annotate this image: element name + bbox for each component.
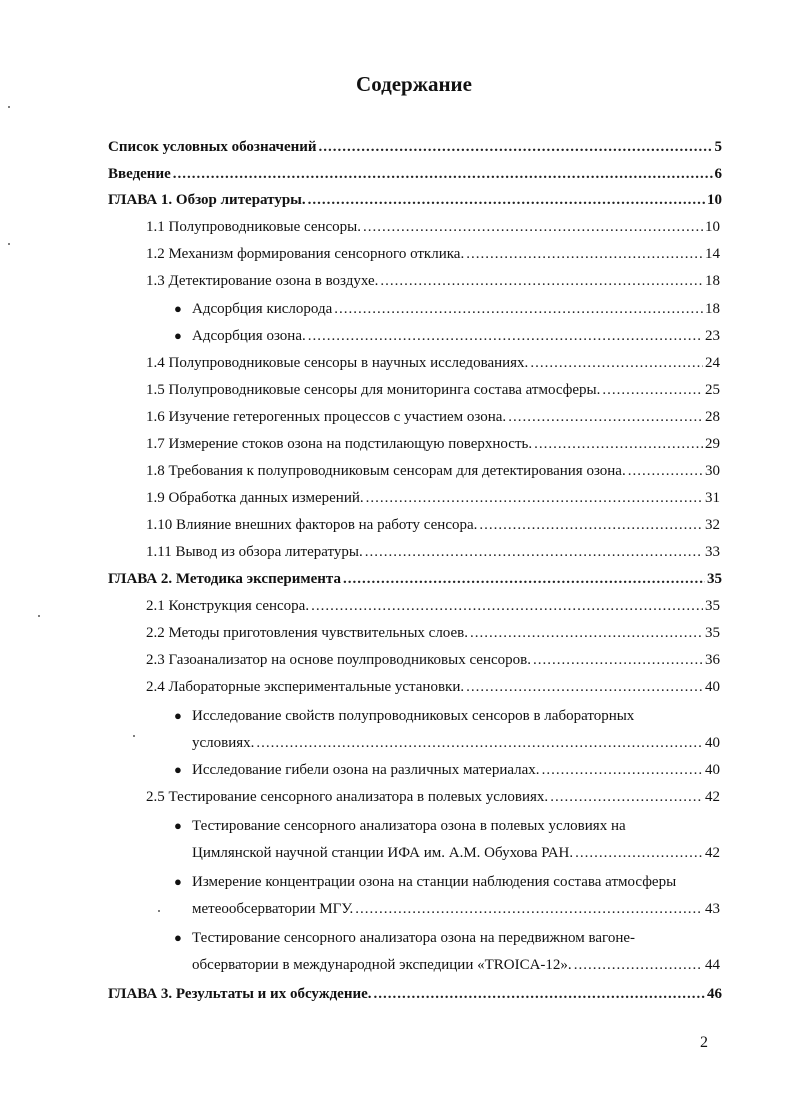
toc-entry-label-line1[interactable]: Тестирование сенсорного анализатора озона на передвижном вагоне- <box>192 930 635 946</box>
toc-entry[interactable] <box>108 137 722 157</box>
toc-entry-label: метеообсерватории МГУ. <box>192 901 354 917</box>
toc-entry-label: 2.2 Методы приготовления чувствительных слоев. <box>146 625 468 641</box>
toc-entry-page: 31 <box>705 490 720 506</box>
toc-entry-label: 1.4 Полупроводниковые сенсоры в научных исследованиях. <box>146 355 529 371</box>
toc-entry[interactable] <box>146 217 720 237</box>
toc-entry-page: 35 <box>707 571 722 587</box>
toc-entry-label: ГЛАВА 3. Результаты и их обсуждение. <box>108 986 372 1002</box>
toc-entry-page: 35 <box>705 625 720 641</box>
toc-entry[interactable] <box>146 244 720 264</box>
toc-entry-label: Список условных обозначений <box>108 139 317 155</box>
toc-entry-label: 1.3 Детектирование озона в воздухе. <box>146 273 379 289</box>
toc-entry-page: 40 <box>705 679 720 695</box>
toc-entry-label: 1.7 Измерение стоков озона на подстилающую поверхность. <box>146 436 533 452</box>
toc-entry-page: 10 <box>707 192 722 208</box>
toc-entry-page: 18 <box>705 301 720 317</box>
toc-entry-page: 18 <box>705 273 720 289</box>
toc-entry-label: 1.8 Требования к полупроводниковым сенсорам для детектирования озона. <box>146 463 626 479</box>
toc-entry[interactable] <box>108 190 722 210</box>
toc-entry-label: 2.4 Лабораторные экспериментальные установки. <box>146 679 465 695</box>
toc-entry[interactable] <box>192 733 720 753</box>
bullet-icon: ● <box>174 328 182 343</box>
toc-entry[interactable] <box>192 843 720 863</box>
toc-entry-label-line1[interactable]: Исследование свойств полупроводниковых сенсоров в лабораторных <box>192 708 635 724</box>
toc-entry-label: 2.1 Конструкция сенсора. <box>146 598 310 614</box>
toc-entry-page: 23 <box>705 328 720 344</box>
toc-entry[interactable] <box>146 650 720 670</box>
toc-entry-label: обсерватории в международной экспедиции «TROICA-12». <box>192 957 572 973</box>
toc-entry-label: Исследование гибели озона на различных материалах. <box>192 762 540 778</box>
toc-entry-page: 33 <box>705 544 720 560</box>
toc-entry-page: 43 <box>705 901 720 917</box>
bullet-icon: ● <box>174 874 182 889</box>
toc-entry[interactable] <box>108 569 722 589</box>
toc-entry[interactable] <box>146 434 720 454</box>
toc-entry[interactable] <box>146 515 720 535</box>
toc-entry[interactable] <box>146 787 720 807</box>
toc-entry-page: 24 <box>705 355 720 371</box>
toc-entry-label: Введение <box>108 166 171 182</box>
scan-speck <box>8 243 10 245</box>
toc-entry[interactable] <box>192 760 720 780</box>
toc-entry-page: 6 <box>714 166 722 182</box>
toc-entry[interactable] <box>146 623 720 643</box>
toc-entry-page: 5 <box>714 139 722 155</box>
toc-entry-label: 1.2 Механизм формирования сенсорного отклика. <box>146 246 465 262</box>
toc-entry[interactable] <box>192 326 720 346</box>
toc-entry[interactable] <box>146 353 720 373</box>
toc-entry-page: 40 <box>705 762 720 778</box>
toc-entry-page: 46 <box>707 986 722 1002</box>
bullet-icon: ● <box>174 762 182 777</box>
toc-entry-page: 28 <box>705 409 720 425</box>
toc-entry[interactable] <box>146 596 720 616</box>
toc-entry-label: 1.11 Вывод из обзора литературы. <box>146 544 363 560</box>
toc-entry-label: 1.6 Изучение гетерогенных процессов с участием озона. <box>146 409 507 425</box>
toc-entry-label: 1.1 Полупроводниковые сенсоры. <box>146 219 361 235</box>
toc-entry-label-line1[interactable]: Измерение концентрации озона на станции наблюдения состава атмосферы <box>192 874 677 890</box>
toc-entry-page: 25 <box>705 382 720 398</box>
toc-entry-page: 32 <box>705 517 720 533</box>
toc-entry-label-line1[interactable]: Тестирование сенсорного анализатора озона в полевых условиях на <box>192 818 626 834</box>
page-number: 2 <box>700 1034 708 1051</box>
toc-entry[interactable] <box>146 271 720 291</box>
toc-entry[interactable] <box>146 461 720 481</box>
toc-entry[interactable] <box>192 899 720 919</box>
toc-entry[interactable] <box>192 955 720 975</box>
toc-entry[interactable] <box>146 677 720 697</box>
toc-entry[interactable] <box>108 984 722 1004</box>
scan-speck <box>133 735 135 737</box>
toc-entry-page: 14 <box>705 246 720 262</box>
toc-entry-page: 29 <box>705 436 720 452</box>
toc-entry-page: 40 <box>705 735 720 751</box>
toc-entry-label: Адсорбция кислорода <box>192 301 333 317</box>
toc-entry[interactable] <box>146 407 720 427</box>
scan-speck <box>38 615 40 617</box>
toc-entry[interactable] <box>146 542 720 562</box>
toc-entry-page: 44 <box>705 957 720 973</box>
bullet-icon: ● <box>174 930 182 945</box>
toc-entry-label: 2.3 Газоанализатор на основе поулпроводниковых сенсоров. <box>146 652 531 668</box>
bullet-icon: ● <box>174 301 182 316</box>
toc-entry-page: 42 <box>705 789 720 805</box>
toc-entry-label: Адсорбция озона. <box>192 328 306 344</box>
toc-entry[interactable] <box>146 380 720 400</box>
page-title: Содержание <box>356 72 472 96</box>
toc-entry-label: 1.5 Полупроводниковые сенсоры для мониторинга состава атмосферы. <box>146 382 601 398</box>
bullet-icon: ● <box>174 708 182 723</box>
toc-entry[interactable] <box>192 299 720 319</box>
toc-entry-page: 35 <box>705 598 720 614</box>
toc-entry-label: Цимлянской научной станции ИФА им. А.М. Обухова РАН. <box>192 845 574 861</box>
toc-entry-label: 1.9 Обработка данных измерений. <box>146 490 364 506</box>
scan-speck <box>158 910 160 912</box>
toc-entry-page: 30 <box>705 463 720 479</box>
toc-entry-label: 2.5 Тестирование сенсорного анализатора в полевых условиях. <box>146 789 549 805</box>
toc-entry-page: 36 <box>705 652 720 668</box>
toc-entry-label: 1.10 Влияние внешних факторов на работу сенсора. <box>146 517 478 533</box>
toc-entry[interactable] <box>146 488 720 508</box>
toc-entry-label: условиях. <box>192 735 255 751</box>
toc-entry[interactable] <box>108 164 722 184</box>
bullet-icon: ● <box>174 818 182 833</box>
toc-entry-label: ГЛАВА 2. Методика эксперимента <box>108 571 341 587</box>
scan-speck <box>8 106 10 108</box>
toc-entry-page: 42 <box>705 845 720 861</box>
toc-entry-label: ГЛАВА 1. Обзор литературы. <box>108 192 306 208</box>
toc-entry-page: 10 <box>705 219 720 235</box>
